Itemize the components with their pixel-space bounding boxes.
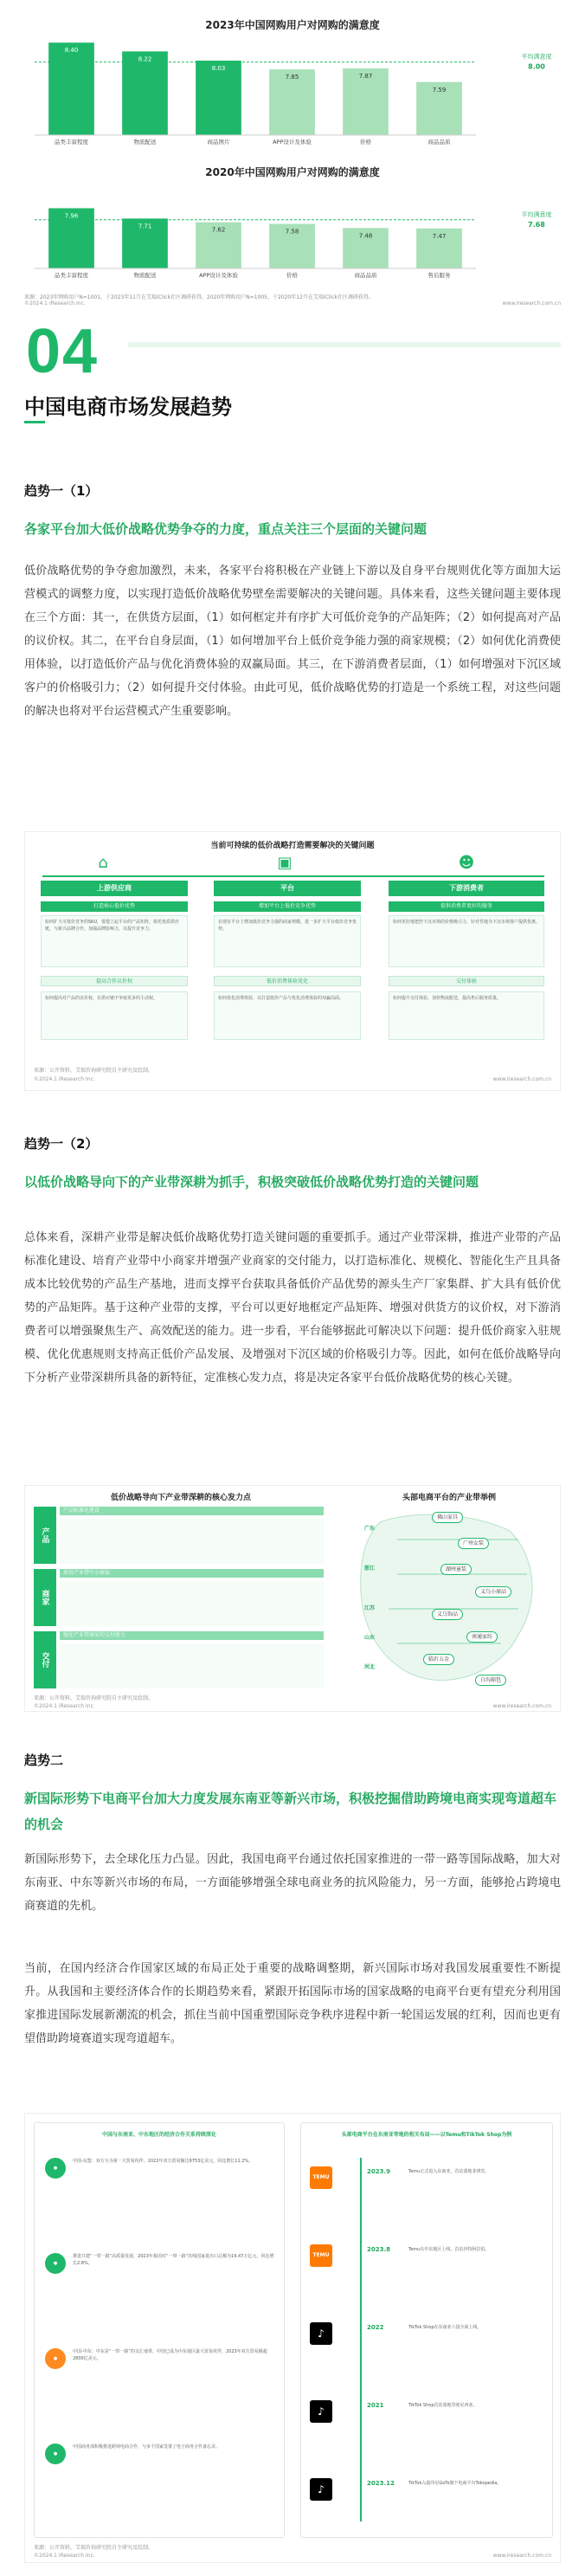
diagram3-left-title: 中国与东南亚、中东地区的经济合作关系持续深化 [101,2132,216,2138]
section-underline [24,421,45,423]
tiktok-logo: ♪ [310,2322,332,2345]
tiktok-logo-3: ♪ [310,2478,332,2501]
bar-value-label: 7.62 [211,226,226,234]
temu-logo: TEMU [310,2166,332,2189]
bar-value-label: 8.03 [211,65,226,73]
chart-source-note: 来源：2023年网购用户N=1001，于2023年11月在艾瑞iClick社区调研获得。2020年网购用户N=1005，于2020年12月在艾瑞iClick社区调研获得。 [24,294,374,300]
bar-value-label: 7.71 [138,223,152,230]
bar-value-label: 7.87 [358,73,373,81]
timeline-year-2: 2023.8 [367,2246,391,2253]
category-label: 价格 [286,272,298,279]
diagram1-tag-1: 提高合作议价权 [41,976,188,986]
sub-head-1: 打造核心低价优势 [41,901,188,912]
bar-value-label: 8.22 [138,55,152,63]
cluster-5: 义乌饰品 [432,1609,463,1620]
cluster-4: 义乌小商品 [475,1586,511,1598]
left-item-2: 推进共建“一带一路”高质量发展，2023年我国对“一带一路”沿线国家进出口总额为19.47万亿元，同比增长2.8%。 [73,2254,274,2266]
trend2-para1: 新国际形势下，去全球化压力凸显。因此，我国电商平台通过依托国家推进的一带一路等国际战略，加大对东南亚、中东等新兴市场的布局，一方面能够增强全球电商业务的抗风险能力，另一方面，能够抢占跨境电商赛道的先机。 [24,1853,561,1913]
diagram1-box-6: 如何提升交付体验，加快物流配送，提高售后服务质量。 [389,991,544,1040]
panel-2 [60,1581,324,1626]
strip-2: 培育产业带中小商家 [60,1569,324,1578]
cluster-2: 广州女装 [458,1538,489,1549]
section-title: 中国电商市场发展趋势 [24,395,232,419]
diagram1-box-4: 如何提高对产品的议价权，在供应链中争取更多的主动权。 [41,991,188,1040]
category-label: APP设计及体验 [273,139,312,145]
diagram1-tag-3: 交付体验 [389,976,544,986]
trend1-paragraph: 低价战略优势的争夺愈加激烈，未来，各家平台将积极在产业链上下游以及自身平台规则优化等方面加大运营模式的调整力度，以实现打造低价战略优势壁垒需要解决的关键问题。具体来看，这些关键问题主要体现在三个方面：其一，在供货方层面，（1）如何框定并有序扩大可低价竞争的产品矩阵；（2）如何提高对产品的议价权。其二，在平台自身层面，（1）如何增加平台上低价竞争能力强的商家规模；（2）如何优化消费使用体验，以打造低价产品与优化消费体验的双赢局面。其三，在下游消费者层面，（1）如何增强对下沉区域客户的价格吸引力；（2）如何提升交付体验。由此可见，低价战略优势的打造是一个系统工程，对这些问题的解决也将对平台运营模式产生重要影响。 [24,565,561,718]
col-head-upstream: 上游供应商 [41,881,188,896]
user-icon: ☻ [458,854,475,872]
cluster-3: 湖州童装 [440,1564,472,1575]
diagram2 [24,1485,561,1712]
diagram3-right-card [300,2122,553,2538]
section-number-bar [128,342,561,347]
flag-belt-road: ● [45,2253,66,2274]
category-label: 价格 [360,139,371,145]
category-label: 品类丰富程度 [55,272,88,279]
cluster-1: 佛山家具 [432,1512,463,1523]
average-value: 8.00 [528,62,545,71]
bar-value-label: 7.96 [64,212,79,220]
map-title: 头部电商平台的产业带举例 [402,1494,496,1502]
diagram1-copyright: ©2024.1 iResearch Inc. [34,1076,95,1082]
category-label: APP设计及体验 [199,272,238,279]
category-label: 商品品质 [354,272,377,279]
trend2-para2: 当前，在国内经济合作国家区域的布局正处于重要的战略调整期，新兴国际市场对我国发展重要性不断提升。从我国和主要经济体合作的长期趋势来看，紧跟开拓国际市场的国家战略的电商平台更有望充分利用国家推进国际发展新潮流的机会，抓住当前中国重塑国际竞争秩序进程中新一轮国运发展的红利，因而也更有望借助跨境赛道实现弯道超车。 [24,1962,561,2045]
timeline-text-3: TikTok Shop在东南亚六国全面上线。 [408,2325,482,2330]
diagram3-copyright: ©2024.1 iResearch Inc. [34,2553,95,2559]
timeline-line [360,2158,362,2521]
diagram1-title: 当前可持续的低价战略打造需要解决的关键问题 [210,842,375,850]
category-label: 售后服务 [428,272,451,279]
site-url: www.iresearch.com.cn [502,300,561,307]
timeline-text-2: Temu在中东地区上线，首站沙特阿拉伯。 [408,2247,490,2252]
category-label: 商品图片 [207,139,230,145]
bar-value-label: 7.47 [432,232,447,240]
diagram2-site: www.iresearch.com.cn [492,1703,551,1709]
region-2: 浙江 [364,1566,376,1572]
timeline-year-4: 2021 [367,2402,384,2409]
trend1b-paragraph: 总体来看，深耕产业带是解决低价战略优势打造关键问题的重要抓手。通过产业带深耕，推进产业带的产品标准化建设、培育产业带中小商家并增强产业商家的交付能力，以打造标准化、规模化、智能化生产且具备成本比较优势的产品生产基地，进而支撑平台获取具备低价产品优势的源头生产厂家集群、扩大具有低价优势的产品矩阵。基于这种产业带的支撑，平台可以更好地框定产品矩阵、增强对供货方的议价权，对下游消费者可以增强聚焦生产、高效配送的能力。进一步看，平台能够据此可解决以下问题：提升低价商家入驻规模、优化优惠规则支持高正低价产品发展、及增强对下沉区域的价格吸引力等。因此，如何在低价战略导向下分析产业带深耕所具备的新特征，定准核心发力点，将是决定各家平台低价战略优势的核心关键。 [24,1231,561,1385]
diagram2-source: 来源：公开资料，艾瑞咨询研究院自主研究及绘制。 [34,1695,154,1701]
bar-value-label: 7.48 [358,232,373,240]
col-head-downstream: 下游消费者 [389,881,544,896]
region-1: 广东 [364,1526,376,1532]
chart2 [0,173,585,294]
left-item-1: 中国-东盟：双方互为第一大贸易伙伴，2022年双方贸易额达9753亿美元，同比增长11.2%。 [73,2159,254,2164]
cluster-7: 临沂五金 [423,1654,454,1665]
sub-head-2: 增加平台上低价竞争优势 [214,901,361,912]
flag-commerce: ● [45,2444,66,2464]
diagram3-site: www.iresearch.com.cn [492,2553,551,2559]
diagram2-copyright: ©2024.1 iResearch Inc. [34,1703,95,1709]
timeline-year-1: 2023.9 [367,2168,391,2175]
diagram3 [24,2113,561,2563]
trend1b-headline: 以低价战略导向下的产业带深耕为抓手，积极突破低价战略优势打造的关键问题 [24,1174,479,1190]
average-label: 平均满意度 [521,53,552,61]
timeline-year-5: 2023.12 [367,2480,395,2487]
bar-value-label: 7.85 [285,74,299,81]
diagram3-left-card [34,2122,285,2538]
diagram1-line [42,875,544,877]
region-4: 山东 [364,1635,376,1641]
trend1b-label: 趋势一（2） [24,1136,99,1152]
category-label: 品类丰富程度 [55,139,88,145]
chart1-title: 2023年中国网购用户对网购的满意度 [205,19,380,31]
trend2-headline: 新国际形势下电商平台加大力度发展东南亚等新兴市场，积极挖掘借助跨境电商实现弯道超车的机会 [24,1791,557,1832]
left-item-3: 中国-中东：中东是“一带一路”的交汇地带，中国已成为中东地区最大贸易伙伴，2023年双方贸易额超2800亿美元。 [73,2349,267,2361]
factory-icon: ⌂ [98,854,108,872]
trend1-label: 趋势一（1） [24,483,99,499]
diagram1 [24,831,561,1091]
bar [48,42,94,135]
category-label: 物流配送 [133,272,157,279]
panel-3 [60,1643,324,1688]
trend1-headline: 各家平台加大低价战略优势争夺的力度，重点关注三个层面的关键问题 [24,521,428,537]
diagram1-site: www.iresearch.com.cn [492,1076,551,1082]
average-value: 7.68 [528,220,545,229]
diagram1-box-1: 如何扩大可低价竞争的SKU，要建立起平台的产品矩阵，依托优质供应链，与新兴品牌合作，加强品牌影响力，以提升竞争力。 [41,915,188,967]
bar [122,51,168,135]
flag-middle-east: ● [45,2348,66,2369]
diagram1-box-5: 如何优化消费体验，以打造低价产品与优化消费体验的双赢局面。 [214,991,361,1040]
strip-1: 产品标准化建设 [60,1507,324,1515]
chart2-title: 2020年中国网购用户对网购的满意度 [205,166,380,178]
region-3: 江苏 [364,1605,376,1611]
diagram1-tag-2: 低价消费体验优化 [214,976,361,986]
section-number: 04 [26,317,100,386]
cluster-6: 南通家纺 [466,1631,498,1643]
tiktok-logo-2: ♪ [310,2400,332,2423]
col-head-platform: 平台 [214,881,361,896]
copyright: ©2024.1 iResearch Inc. [24,300,86,307]
timeline-text-5: TikTok入股印尼GoTo旗下电商平台Tokopedia。 [408,2481,502,2486]
side-tag-product: 产品 [34,1507,56,1564]
diagram3-source: 来源：公开资料，艾瑞咨询研究院自主研究及绘制。 [34,2545,154,2551]
sub-head-3: 提供消费者更好的服务 [389,901,544,912]
average-label: 平均满意度 [521,210,552,218]
timeline-text-1: Temu正式进入东南亚，首站落地菲律宾。 [408,2169,490,2174]
diagram1-box-2: 在现有平台上增加低价竞争力强的商家规模，进一步扩大平台低价竞争优势。 [214,915,361,967]
china-map [345,1505,553,1695]
bar-value-label: 7.59 [432,86,447,94]
diagram1-box-3: 如何更好地把控下沉市场的价格吸引力，针对性地为下沉市场客户提供优惠。 [389,915,544,967]
panel-1 [60,1519,324,1564]
diagram3-right-title: 头部电商平台在东南亚等地的相关布局——以Temu和TikTok Shop为例 [341,2132,512,2138]
strip-3: 强化产业带商家的交付能力 [60,1631,324,1640]
cluster-8: 白沟箱包 [475,1675,506,1686]
trend2-label: 趋势二 [24,1753,64,1768]
platform-icon: ▣ [277,854,292,872]
region-5: 河北 [364,1664,376,1670]
timeline-year-3: 2022 [367,2324,384,2331]
category-label: 商品品质 [428,139,451,145]
bar-value-label: 8.40 [64,47,79,55]
temu-logo-2: TEMU [310,2244,332,2267]
category-label: 物流配送 [133,139,157,145]
flag-asean: ● [45,2158,66,2179]
diagram1-source: 来源：公开资料，艾瑞咨询研究院自主研究及绘制。 [34,1068,154,1074]
side-tag-delivery: 交付 [34,1631,56,1688]
timeline-text-4: TikTok Shop首站落地印度尼西亚。 [408,2403,478,2408]
left-item-4: 中国商务部积极推进跨境电商合作，与多个国家签署了电子商务合作备忘录。 [73,2444,221,2450]
chart1 [0,24,585,163]
bar-value-label: 7.58 [285,228,299,236]
diagram2-title: 低价战略导向下产业带深耕的核心发力点 [110,1494,251,1502]
side-tag-merchant: 商家 [34,1569,56,1626]
